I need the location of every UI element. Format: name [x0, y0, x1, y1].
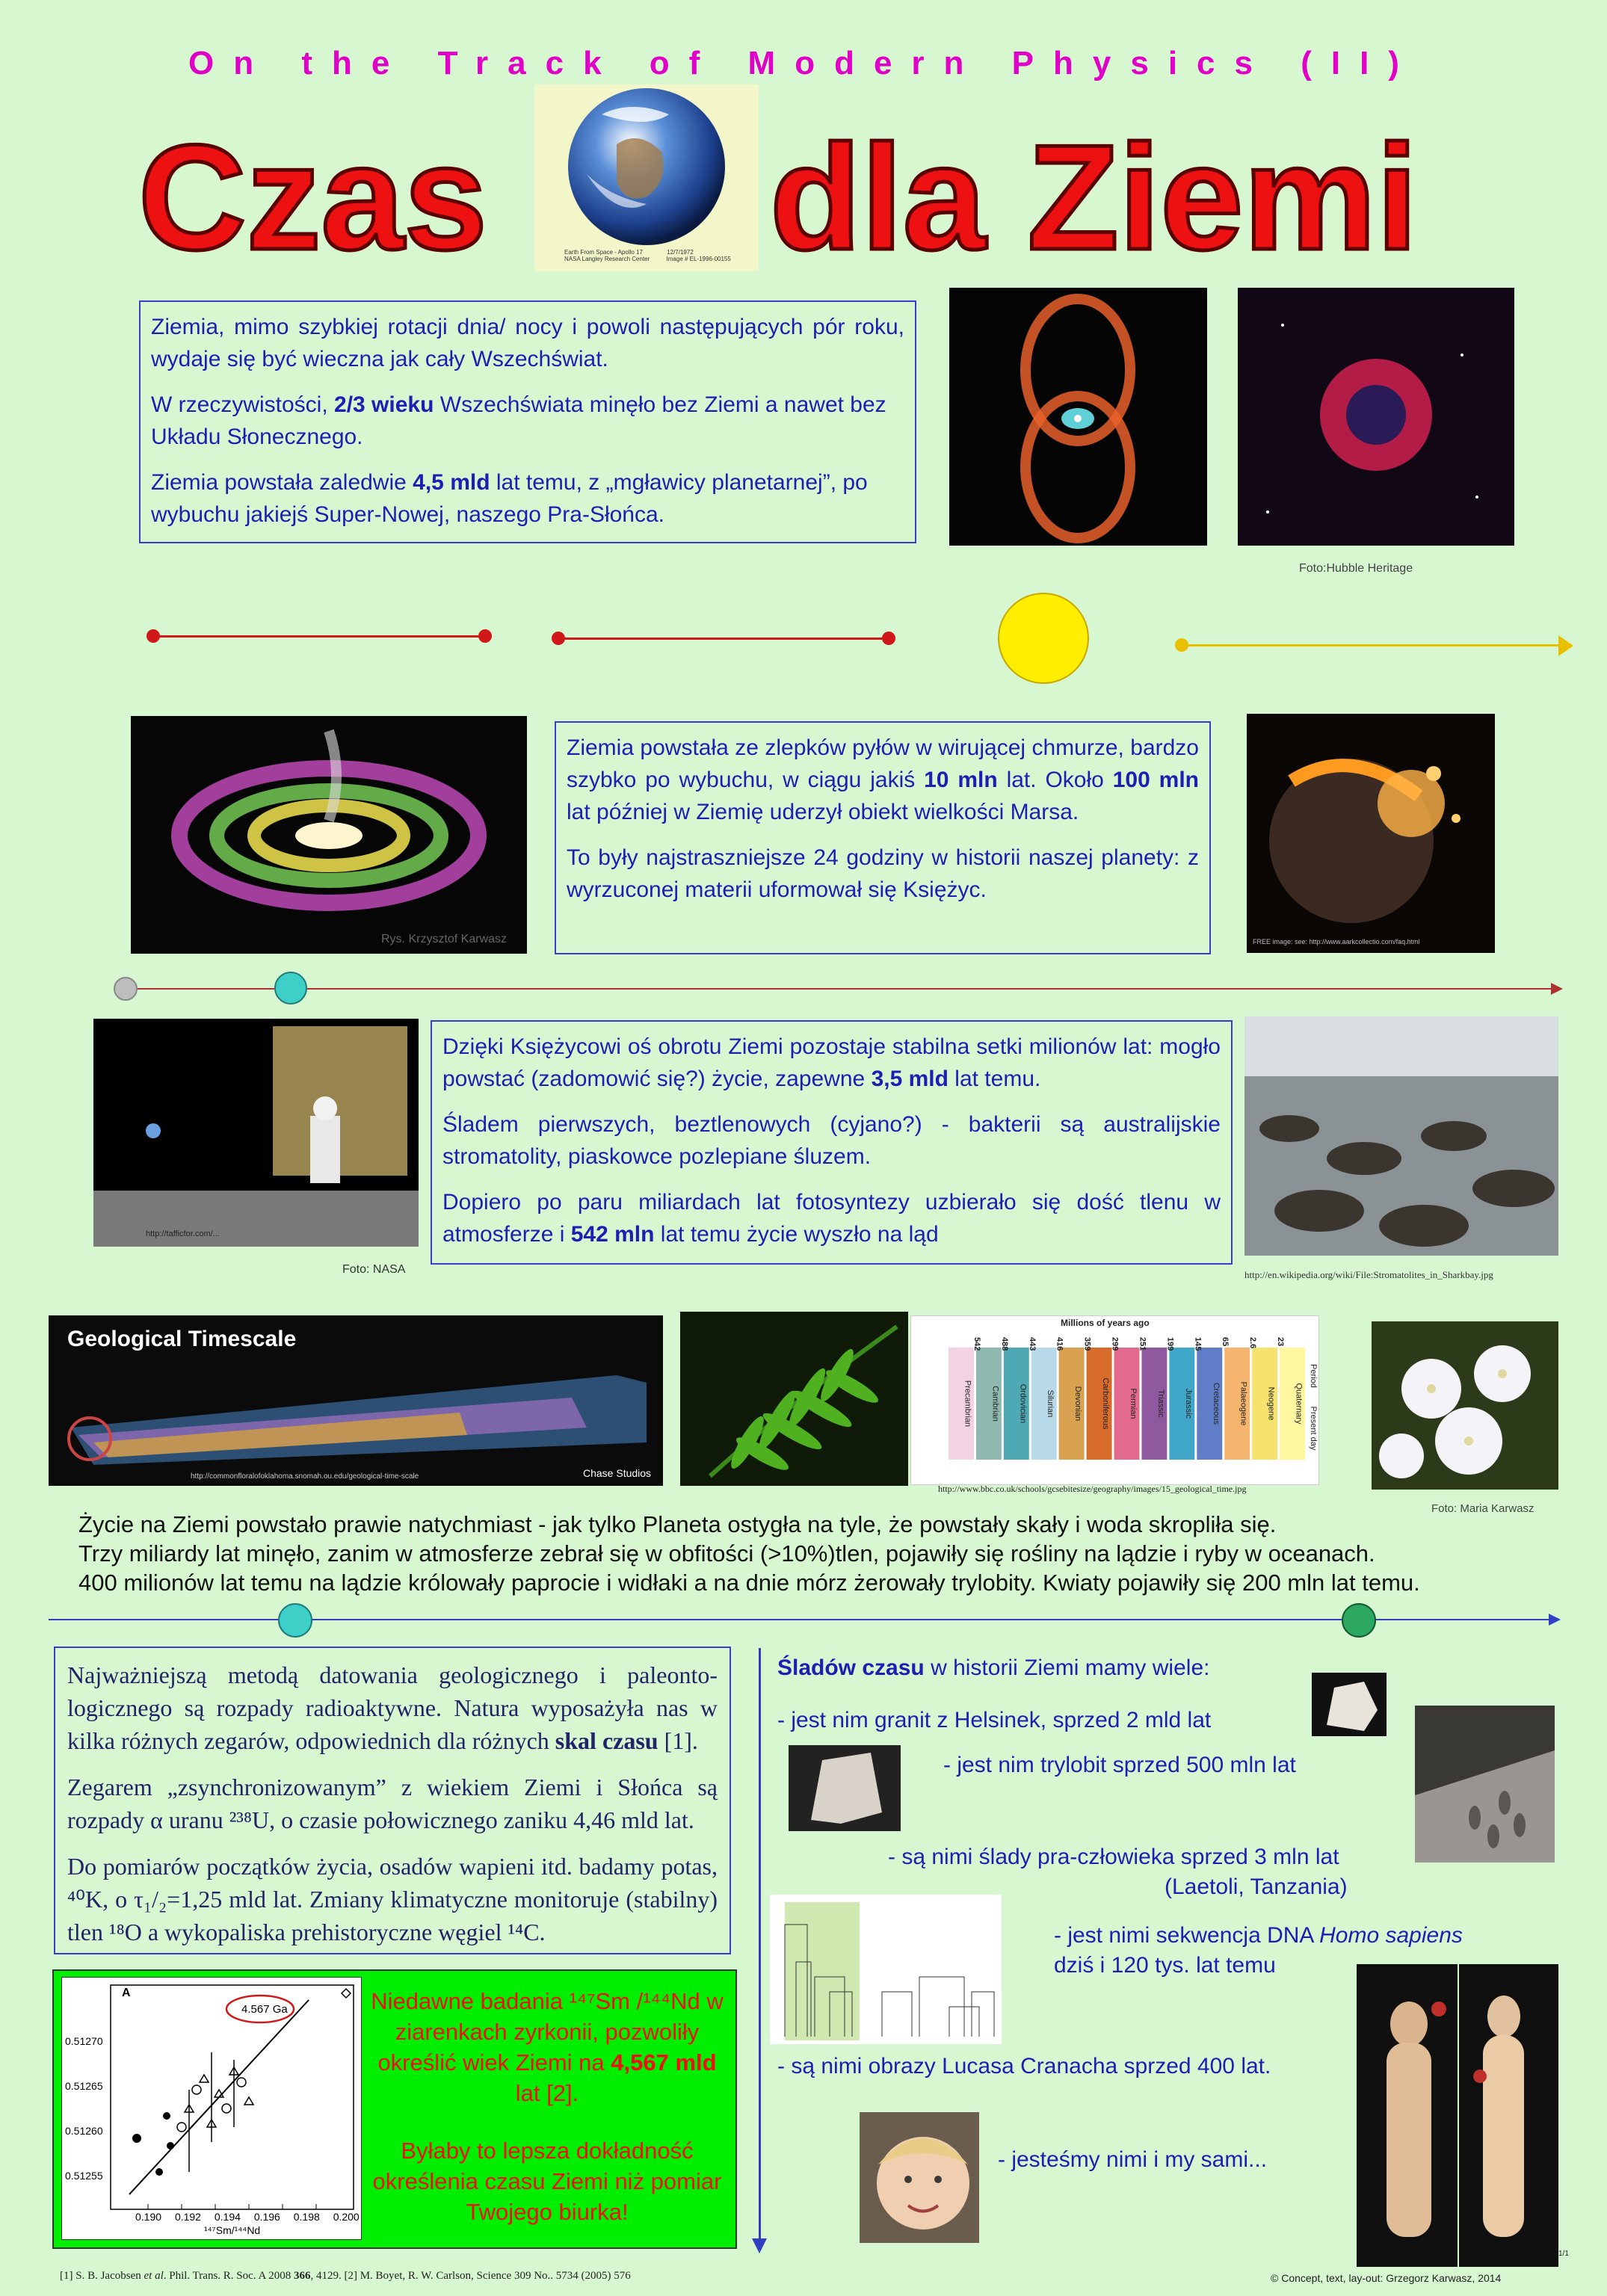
- formation-p2: To były najstraszniejsze 24 godziny w historii naszej planety: z wyrzuconej materii uformował się Księżyc.: [567, 845, 1199, 902]
- timeline-line-4: [123, 988, 1555, 990]
- dating-p2: Zegarem „zsynchronizowanym” z wiekiem Ziemi i Słońca są rozpady α uranu ²³⁸U, o czasie połowicznego zaniku 4,46 mld lat.: [67, 1774, 718, 1833]
- vertical-timeline: [759, 1648, 761, 2246]
- earth-globe-icon: [534, 84, 759, 271]
- x-tick: 0.196: [253, 2211, 280, 2223]
- geo-studio: Chase Studios: [583, 1467, 652, 1479]
- x-tick: 0.192: [174, 2211, 201, 2223]
- period-tick: 488: [999, 1337, 1009, 1351]
- plot-label: 4.567 Ga: [241, 2003, 288, 2016]
- isochron-plot: [61, 1977, 362, 2240]
- references: [1] S. B. Jacobsen et al. Phil. Trans. R. Soc. A 2008 366, 4129. [2] M. Boyet, R. W. Carlson, Science 309 No.. 5734 (2005) 576: [60, 2270, 631, 2282]
- fern-photo: [680, 1312, 908, 1486]
- period-tick: 416: [1055, 1337, 1064, 1351]
- timeline-dot: [552, 632, 565, 645]
- periods-chart-title: Millions of years ago: [1061, 1318, 1150, 1328]
- life-line-3: 400 milionów lat temu na lądzie królowały paprocie i widłaki a na dnie mórz żerowały trylobity. Kwiaty pojawiły się 200 mln lat temu.: [78, 1570, 1420, 1596]
- periods-chart: [910, 1315, 1319, 1485]
- moon-landing-photo: [93, 1019, 419, 1247]
- timeline-marker: [278, 1603, 312, 1638]
- period-tick: 443: [1027, 1337, 1037, 1351]
- life-box: [431, 1020, 1233, 1265]
- period-end-label: Period: [1309, 1364, 1318, 1388]
- y-tick: 0.51260: [65, 2125, 103, 2137]
- hourglass-nebula-photo: [949, 288, 1207, 546]
- plot-y-ticks: [65, 2019, 103, 2198]
- period-label: Quaternary: [1294, 1383, 1304, 1425]
- earth-caption-4: Image # EL-1996-00155: [666, 256, 731, 262]
- protoplanetary-disk-photo: [131, 716, 527, 954]
- period-tick: 251: [1138, 1337, 1147, 1351]
- timeline-dot: [146, 629, 160, 643]
- plot-xlabel: ¹⁴⁷Sm/¹⁴⁴Nd: [204, 2224, 261, 2236]
- period-label: Silurian: [1046, 1389, 1055, 1418]
- period-label: Neogene: [1266, 1386, 1276, 1421]
- traces-heading: Śladów czasu w historii Ziemi mamy wiele:: [777, 1655, 1210, 1680]
- life-line-1: Życie na Ziemi powstało prawie natychmiast - jak tylko Planeta ostygła na tyle, że powstały skały i woda skropliła się.: [78, 1511, 1277, 1537]
- trilobite-photo: [789, 1745, 901, 1831]
- trace-footprints: [888, 1842, 1348, 1902]
- impact-credit: FREE image: see: http://www.aarkcollectio.com/faq.html: [1253, 938, 1420, 945]
- y-tick: 0.51255: [65, 2170, 103, 2182]
- x-tick: 0.198: [293, 2211, 320, 2223]
- timeline-arrow-icon: [1549, 1614, 1561, 1626]
- formation-p1: Ziemia powstała ze zlepków pyłów w wirującej chmurze, bardzo szybko po wybuchu, w ciągu jakiś 10 mln lat. Około 100 mln lat później w Ziemię uderzył obiekt wielkości Marsa.: [567, 735, 1199, 824]
- copyright: © Concept, text, lay-out: Grzegorz Karwasz, 2014: [1271, 2272, 1502, 2284]
- period-label: Palaeogene: [1239, 1381, 1248, 1426]
- life-p3: Dopiero po paru miliardach lat fotosyntezy uzbierało się dość tlenu w atmosferze i 542 mln lat temu życie wyszło na ląd: [442, 1190, 1221, 1247]
- zircon-text: [368, 1986, 727, 2227]
- earth-caption-3: 12/7/1972: [667, 249, 694, 256]
- dating-p3: Do pomiarów początków życia, osadów wapieni itd. badamy potas, ⁴⁰K, o τ₁/₂=1,25 mld lat. Zmiany klimatyczne monitoruje (stabilny) tlen ¹⁸O a wykopaliska prehistoryczne węgiel ¹⁴C.: [67, 1853, 718, 1945]
- trace-trilobite: - jest nim trylobit sprzed 500 mln lat: [943, 1753, 1296, 1777]
- flower-credit: Foto: Maria Karwasz: [1431, 1502, 1534, 1515]
- timeline-marker: [114, 977, 138, 1001]
- intro-box: [139, 300, 916, 543]
- plot-x-ticks: [135, 2211, 360, 2223]
- trace-dna-line1: - jest nimi sekwencja DNA Homo sapiens: [1054, 1923, 1463, 1948]
- page-number: 1/1: [1558, 2250, 1569, 2258]
- period-tick: 542: [972, 1337, 981, 1351]
- formation-box: [555, 721, 1211, 954]
- moon-url: http://tafficfor.com/...: [146, 1229, 220, 1238]
- dating-p1: Najważniejszą metodą datowania geologicznego i paleonto-logicznego są rozpady radioaktywne. Natura wyposażyła nas w kilka różnych zegarów, odpowiednich dla różnych skal czasu [1].: [67, 1661, 718, 1754]
- timeline-marker: [1342, 1603, 1376, 1638]
- period-tick: 199: [1165, 1337, 1175, 1351]
- granite-photo: [1312, 1673, 1387, 1736]
- period-end-label: Present day: [1309, 1406, 1318, 1451]
- period-label: Devonian: [1073, 1386, 1083, 1422]
- timeline-arrow-down-icon: [752, 2238, 767, 2253]
- timeline-arrow-icon: [1558, 635, 1573, 656]
- earth-caption-2: NASA Langley Research Center: [564, 256, 650, 262]
- life-history-text: [78, 1510, 1566, 1597]
- geological-timescale-image: [49, 1315, 663, 1486]
- intro-p1: Ziemia, mimo szybkiej rotacji dnia/ nocy i powoli następujących pór roku, wydaje się być wieczna jak cały Wszechświat.: [151, 315, 904, 371]
- period-tick: 299: [1110, 1337, 1120, 1351]
- periods-chart-url: http://www.bbc.co.uk/schools/gcsebitesize/geography/images/15_geological_time.jpg: [938, 1484, 1247, 1494]
- period-tick: 23: [1276, 1337, 1286, 1347]
- zircon-panel: [52, 1969, 737, 2249]
- cranach-adam-photo: [1357, 1964, 1458, 2267]
- trace-dna-line2: dziś i 120 tys. lat temu: [1054, 1953, 1276, 1978]
- geo-title: Geological Timescale: [67, 1327, 297, 1351]
- earth-photo: [534, 84, 759, 271]
- stromatolite-url: http://en.wikipedia.org/wiki/File:Stromatolites_in_Sharkbay.jpg: [1244, 1269, 1493, 1280]
- x-tick: 0.190: [135, 2211, 162, 2223]
- cranach-eve-photo: [1459, 1964, 1558, 2267]
- x-tick: 0.200: [333, 2211, 360, 2223]
- timeline-dot: [882, 632, 895, 645]
- y-tick: 0.51270: [65, 2035, 103, 2047]
- plot-letter: A: [122, 1987, 131, 1999]
- trace-footprints-line1: - są nimi ślady pra-człowieka sprzed 3 mln lat: [888, 1845, 1339, 1869]
- dating-box: [54, 1647, 731, 1954]
- period-tick: 145: [1193, 1337, 1203, 1351]
- period-tick: 2.6: [1248, 1337, 1258, 1349]
- period-label: Precambrian: [963, 1380, 972, 1428]
- sun-icon: [998, 593, 1089, 684]
- hubble-credit: Foto:Hubble Heritage: [1299, 562, 1413, 575]
- intro-p3: Ziemia powstała zaledwie 4,5 mld lat temu, z „mgławicy planetarnej”, po wybuchu jakiejś Super-Nowej, naszego Pra-Słońca.: [151, 470, 868, 527]
- timeline-dot: [1175, 638, 1188, 652]
- zircon-p1: Niedawne badania ¹⁴⁷Sm /¹⁴⁴Nd w ziarenkach zyrkonii, pozwoliły określić wiek Ziemi na 4,567 mld lat [2].: [371, 1988, 724, 2106]
- period-label: Triassic: [1156, 1389, 1165, 1418]
- timeline-line-5: [49, 1619, 1551, 1620]
- poster-subtitle: On the Track of Modern Physics (II): [188, 45, 1419, 81]
- child-photo: [860, 2112, 979, 2243]
- flower-photo: [1372, 1321, 1558, 1490]
- y-tick: 0.51265: [65, 2080, 103, 2092]
- timeline-line-3: [1181, 644, 1566, 646]
- period-tick: 359: [1082, 1337, 1092, 1351]
- stromatolites-photo: [1244, 1016, 1558, 1256]
- earth-caption-1: Earth From Space - Apollo 17: [564, 249, 643, 256]
- timeline-marker: [274, 972, 307, 1004]
- dna-tree-photo: [770, 1895, 1002, 2044]
- impact-photo: [1247, 714, 1495, 953]
- trace-granite: - jest nim granit z Helsinek, sprzed 2 mld lat: [777, 1708, 1212, 1732]
- trace-ourselves: - jesteśmy nimi i my sami...: [998, 2147, 1268, 2172]
- zircon-p2: Byłaby to lepsza dokładność określenia czasu Ziemi niż pomiar Twojego biurka!: [372, 2138, 722, 2225]
- period-label: Ordovician: [1018, 1383, 1028, 1424]
- timeline-line-1: [151, 635, 484, 638]
- disk-credit: Rys. Krzysztof Karwasz: [381, 933, 508, 945]
- period-tick: 65: [1221, 1337, 1230, 1347]
- title-right: dla Ziemi: [770, 114, 1418, 281]
- life-p2: Śladem pierwszych, beztlenowych (cyjano?) - bakterii są australijskie stromatolity, piaskowce pozlepiane śluzem.: [442, 1112, 1221, 1169]
- period-label: Permian: [1129, 1388, 1138, 1419]
- trace-footprints-line2: (Laetoli, Tanzania): [1165, 1874, 1348, 1899]
- intro-p2: W rzeczywistości, 2/3 wieku Wszechświata minęło bez Ziemi a nawet bez Układu Słonecznego.: [151, 392, 886, 449]
- period-label: Jurassic: [1183, 1388, 1193, 1419]
- period-label: Cambrian: [990, 1386, 1000, 1422]
- trace-cranach: - są nimi obrazy Lucasa Cranacha sprzed 400 lat.: [777, 2054, 1271, 2079]
- x-tick: 0.194: [214, 2211, 241, 2223]
- title-left: Czas: [138, 114, 487, 281]
- footprints-photo: [1415, 1706, 1555, 1863]
- helix-nebula-photo: [1238, 288, 1514, 546]
- timeline-arrow-icon: [1551, 983, 1563, 995]
- life-p1: Dzięki Księżycowi oś obrotu Ziemi pozostaje stabilna setki milionów lat: mogło powstać (zadomowić się?) życie, zapewne 3,5 mld lat temu.: [442, 1034, 1221, 1091]
- period-label: Carboniferous: [1101, 1377, 1111, 1430]
- geo-url: http://commonfloralofoklahoma.snomah.ou.edu/geological-time-scale: [191, 1472, 419, 1481]
- timeline-line-2: [557, 638, 889, 640]
- nasa-credit: Foto: NASA: [342, 1263, 406, 1276]
- life-line-2: Trzy miliardy lat minęło, zanim w atmosferze zebrał się w obfitości (>10%)tlen, pojawiły się rośliny na lądzie i ryby w oceanach.: [78, 1540, 1375, 1567]
- period-label: Cretaceous: [1211, 1382, 1221, 1425]
- timeline-dot: [478, 629, 492, 643]
